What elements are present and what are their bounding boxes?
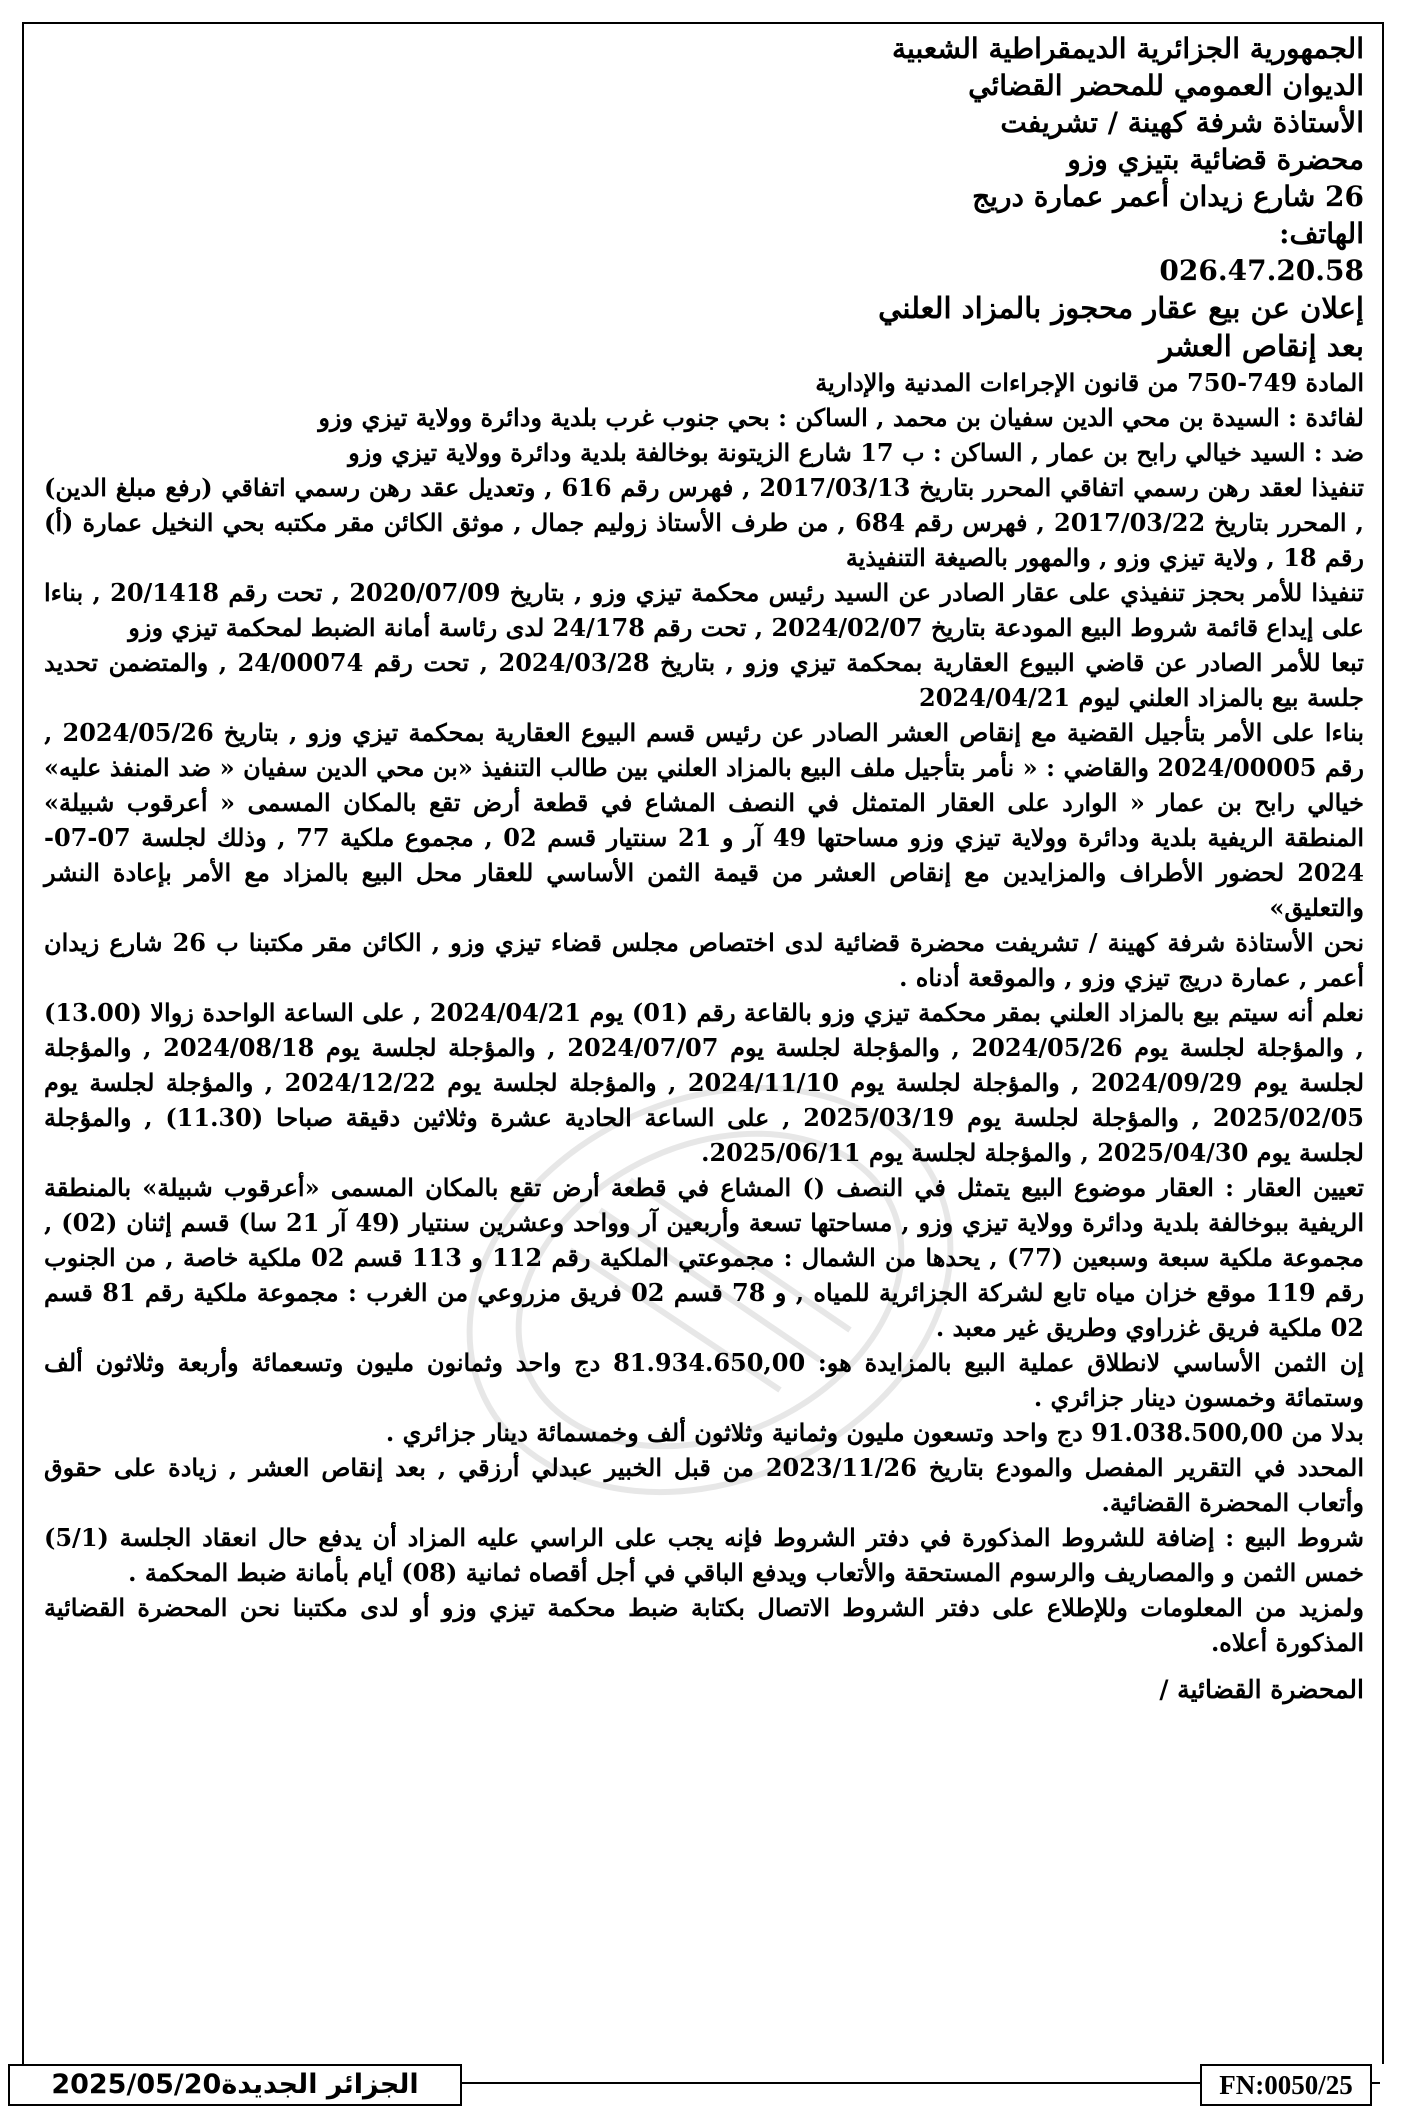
property-description-paragraph: تعيين العقار : العقار موضوع البيع يتمثل في النصف () المشاع في قطعة أرض تقع بالمكان المسمى «أعرقوب شبيلة» بالمنطقة الريفية ببوخالفة بلدية ودائرة وولاية تيزي وزو , مساحتها تسعة وأربعين آر وواحد وعشرين سنتيار (49 آر 21 سا) قسم إثنان (02) , مجموعة ملكية سبعة وسبعين (77) , يحدها من الشمال : مجموعتي الملكية رقم 112 و 113 قسم 02 ملكية خاصة , من الجنوب رقم 119 موقع خزان مياه تابع لشركة الجزائرية للمياه , و 78 قسم 02 فريق مزروعي من الغرب : مجموعة ملكية رقم 81 قسم 02 ملكية فريق غزراوي وطريق غير معبد . bbox=[44, 1173, 1364, 1342]
mortgage-paragraph: تنفيذا لعقد رهن رسمي اتفاقي المحرر بتاريخ 2017/03/13 , فهرس رقم 616 , وتعديل عقد رهن رسمي اتفاقي (رفع مبلغ الدين) , المحرر بتاريخ 2017/03/22 , فهرس رقم 684 , من طرف الأستاذ زوليم جمال , موثق الكائن مقر مكتبه بحي النخيل عمارة (أ) رقم 18 , ولاية تيزي وزو , والمهور بالصيغة التنفيذية bbox=[44, 473, 1364, 572]
phone-label: الهاتف: bbox=[1279, 217, 1364, 250]
expert-report-paragraph: المحدد في التقرير المفصل والمودع بتاريخ 2023/11/26 من قبل الخبير عبدلي أرزقي , بعد إنقاص العشر , زيادة على حقوق وأتعاب المحضرة القضائية. bbox=[44, 1453, 1365, 1517]
auction-dates-paragraph: نعلم أنه سيتم بيع بالمزاد العلني بمقر محكمة تيزي وزو بالقاعة رقم (01) يوم 2024/04/21 , على الساعة الواحدة زوالا (13.00) , والمؤجلة لجلسة يوم 2024/05/26 , والمؤجلة لجلسة يوم 2024/07/07 , والمؤجلة لجلسة يوم 2024/08/18 , والمؤجلة لجلسة يوم 2024/09/29 , والمؤجلة لجلسة يوم 2024/11/10 , والمؤجلة لجلسة يوم 2024/12/22 , والمؤجلة لجلسة يوم 2025/02/05 , والمؤجلة لجلسة يوم 2025/03/19 , على الساعة الحادية عشرة وثلاثين دقيقة صباحا (11.30) , والمؤجلة لجلسة يوم 2025/04/30 , والمؤجلة لجلسة يوم 2025/06/11. bbox=[44, 998, 1365, 1167]
beneficiary-paragraph: لفائدة : السيدة بن محي الدين سفيان بن محمد , الساكن : بحي جنوب غرب بلدية ودائرة وولاية تيزي وزو bbox=[318, 403, 1364, 432]
sale-conditions-paragraph: شروط البيع : إضافة للشروط المذكورة في دفتر الشروط فإنه يجب على الراسي عليه المزاد أن يدفع حال انعقاد الجلسة (5/1) خمس الثمن و والمصاريف والرسوم المستحقة والأتعاب ويدفع الباقي في أجل أقصاه ثمانية (08) أيام بأمانة ضبط المحكمة . bbox=[44, 1523, 1364, 1587]
court-office: محضرة قضائية بتيزي وزو bbox=[1067, 143, 1364, 176]
announcement-title: إعلان عن بيع عقار محجوز بالمزاد العلني bbox=[878, 291, 1364, 325]
postponement-paragraph: بناءا على الأمر بتأجيل القضية مع إنقاص العشر الصادر عن رئيس قسم البيوع العقارية بمحكمة تيزي وزو , بتاريخ 2024/05/26 , رقم 2024/00005 والقاضي : « نأمر بتأجيل ملف البيع بالمزاد العلني بين طالب التنفيذ «بن محي الدين سفيان « ضد المنفذ عليه» خيالي رابح بن عمار « الوارد على العقار المتمثل في النصف المشاع في قطعة أرض تقع بالمكان المسمى « أعرقوب شبيلة» المنطقة الريفية بلدية ودائرة وولاية تيزي وزو مساحتها 49 آر و 21 سنتيار قسم 02 , مجموع ملكية 77 , وذلك لجلسة 07-07-2024 لحضور الأطراف والمزايدين مع إنقاص العشر من قيمة الثمن الأساسي للعقار محل البيع بالمزاد مع الأمر بإعادة النشر والتعليق» bbox=[44, 718, 1365, 922]
sale-order-paragraph: تبعا للأمر الصادر عن قاضي البيوع العقارية بمحكمة تيزي وزو , بتاريخ 2024/03/28 , تحت رقم 24/00074 , والمتضمن تحديد جلسة بيع بالمزاد العلني ليوم 2024/04/21 bbox=[44, 648, 1364, 712]
reference-box: FN:0050/25 bbox=[1200, 2064, 1372, 2106]
previous-price-paragraph: بدلا من 91.038.500,00 دج واحد وتسعون مليون وثمانية وثلاثون ألف وخمسمائة دينار جزائري . bbox=[385, 1418, 1364, 1447]
legal-article: المادة 749-750 من قانون الإجراءات المدنية والإدارية bbox=[815, 368, 1364, 397]
office-address: 26 شارع زيدان أعمر عمارة دريج bbox=[972, 180, 1364, 213]
announcement-subtitle: بعد إنقاص العشر bbox=[1159, 329, 1364, 363]
announcement-body bbox=[44, 30, 1364, 1710]
footer bbox=[0, 2060, 1420, 2110]
phone-number: 026.47.20.58 bbox=[1159, 254, 1364, 287]
signature-line: المحضرة القضائية / bbox=[1159, 1675, 1364, 1704]
seizure-order-paragraph: تنفيذا للأمر بحجز تنفيذي على عقار الصادر عن السيد رئيس محكمة تيزي وزو , بتاريخ 2020/07/09 , تحت رقم 20/1418 , بناءا على إيداع قائمة شروط البيع المودعة بتاريخ 2024/02/07 , تحت رقم 24/178 لدى رئاسة أمانة الضبط لمحكمة تيزي وزو bbox=[44, 578, 1364, 642]
publication-box: الجزائر الجديدة2025/05/20 bbox=[8, 2064, 462, 2106]
defendant-paragraph: ضد : السيد خيالي رابح بن عمار , الساكن : ب 17 شارع الزيتونة بوخالفة بلدية ودائرة وولاية تيزي وزو bbox=[348, 438, 1364, 467]
information-paragraph: ولمزيد من المعلومات وللإطلاع على دفتر الشروط الاتصال بكتابة ضبط محكمة تيزي وزو أو لدى مكتبنا نحن المحضرة القضائية المذكورة أعلاه. bbox=[44, 1593, 1364, 1657]
bailiff-paragraph: نحن الأستاذة شرفة كهينة / تشريفت محضرة قضائية لدى اختصاص مجلس قضاء تيزي وزو , الكائن مقر مكتبنا ب 26 شارع زيدان أعمر , عمارة دريج تيزي وزو , والموقعة أدناه . bbox=[44, 928, 1365, 992]
bailiff-name: الأستاذة شرفة كهينة / تشريفت bbox=[1000, 106, 1364, 139]
base-price-paragraph: إن الثمن الأساسي لانطلاق عملية البيع بالمزايدة هو: 81.934.650,00 دج واحد وثمانون مليون وتسعمائة وأربعة وثلاثون ألف وستمائة وخمسون دينار جزائري . bbox=[44, 1348, 1364, 1412]
republic-name: الجمهورية الجزائرية الديمقراطية الشعبية bbox=[891, 32, 1364, 65]
office-name: الديوان العمومي للمحضر القضائي bbox=[968, 69, 1364, 102]
